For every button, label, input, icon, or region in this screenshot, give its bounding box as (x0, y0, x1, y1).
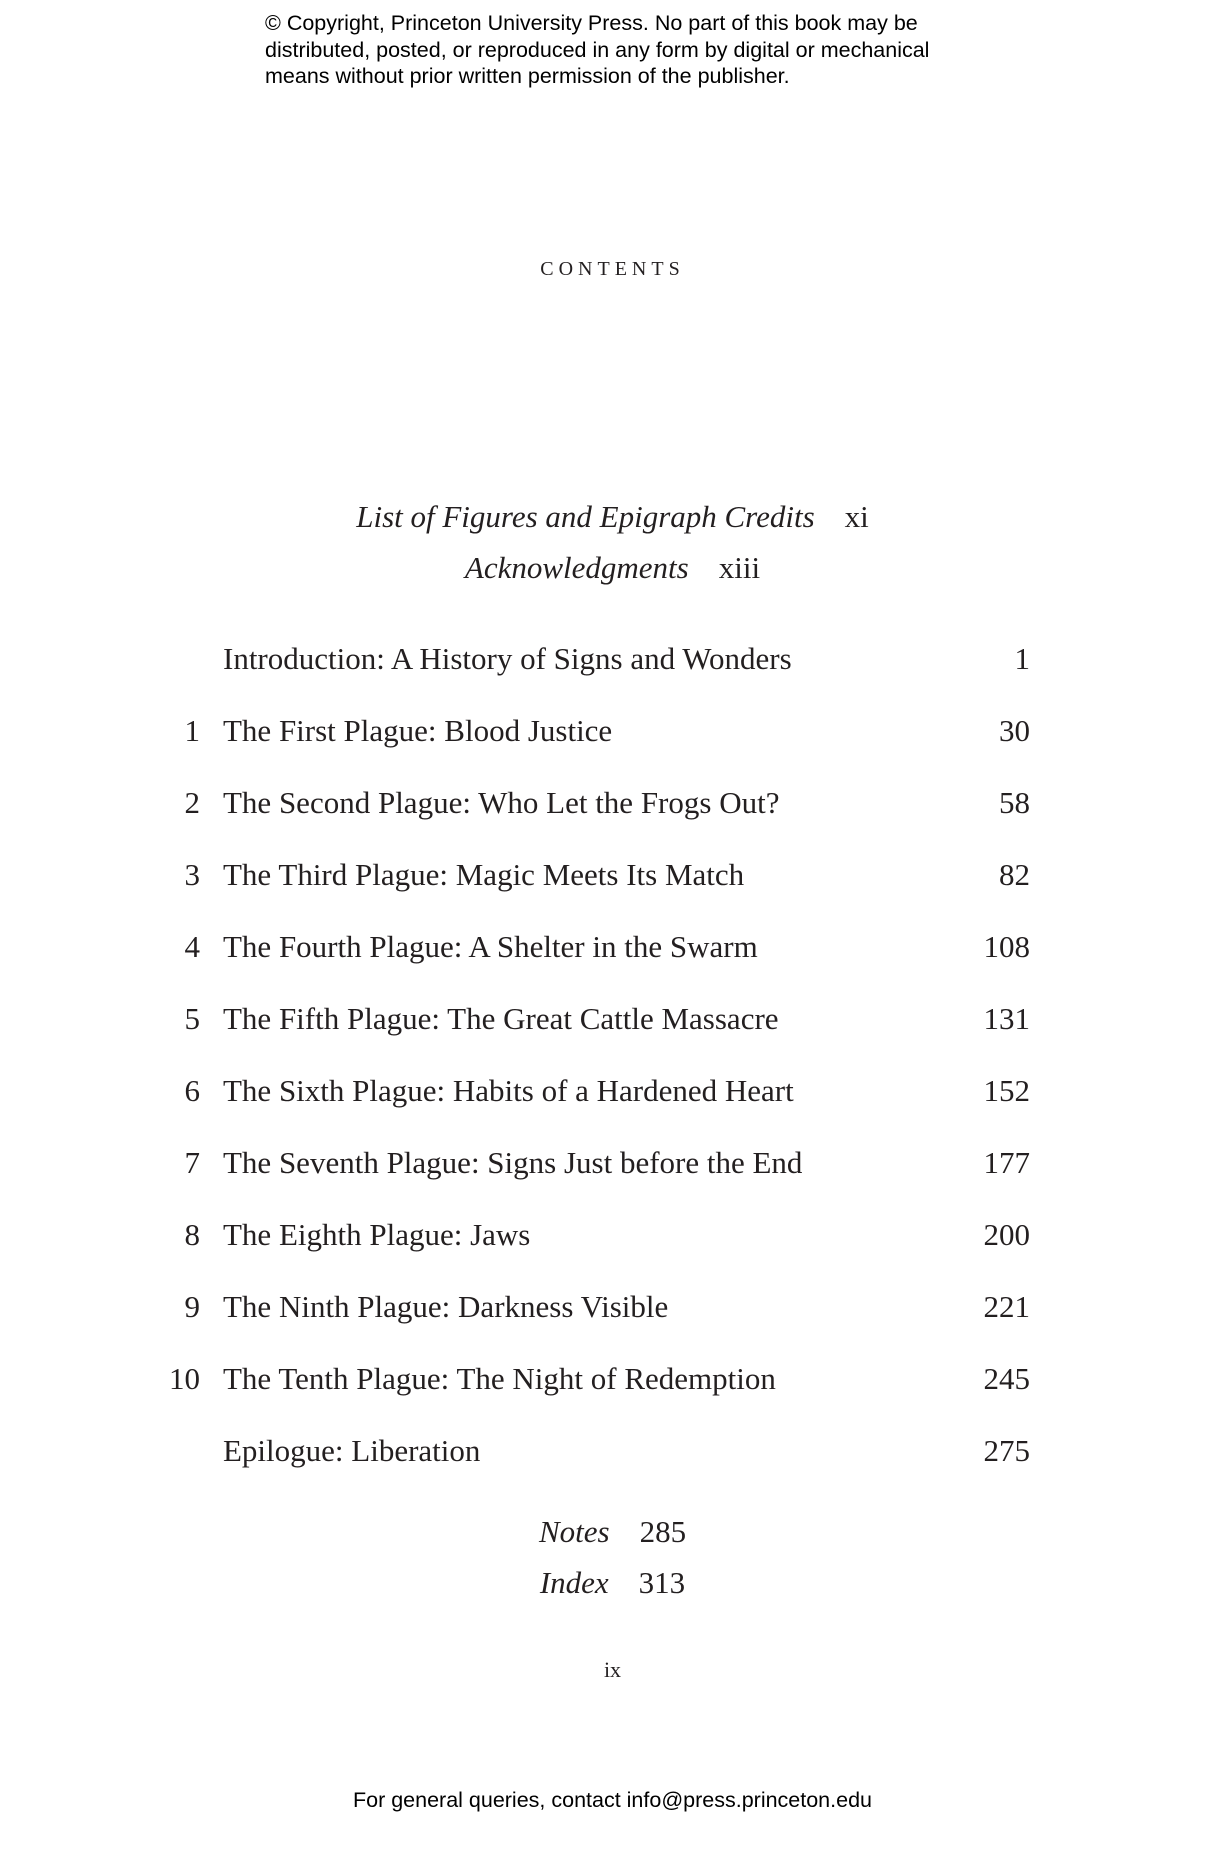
entry-title: Notes (538, 1514, 610, 1549)
chapter-title: The Third Plague: Magic Meets Its Match (223, 857, 745, 892)
chapter-title: The Seventh Plague: Signs Just before the End (223, 1145, 803, 1180)
chapter-title: The Eighth Plague: Jaws (223, 1217, 531, 1252)
chapter-number: 7 (184, 1145, 200, 1180)
toc-row[interactable] (0, 1069, 1225, 1113)
entry-page: xiii (718, 550, 761, 585)
copyright-line-3: means without prior written permission of the publisher. (265, 64, 790, 88)
back-matter-entry[interactable] (0, 1563, 1225, 1603)
chapter-title: Epilogue: Liberation (223, 1433, 481, 1468)
chapter-page: 152 (983, 1073, 1030, 1108)
chapter-number: 5 (184, 1001, 200, 1036)
chapter-page: 245 (983, 1361, 1030, 1396)
copyright-line-1: © Copyright, Princeton University Press. No part of this book may be (265, 11, 918, 35)
chapter-title: The Fifth Plague: The Great Cattle Massacre (223, 1001, 779, 1036)
toc-row[interactable] (0, 1141, 1225, 1185)
chapter-page: 30 (999, 713, 1030, 748)
entry-page: 285 (639, 1514, 687, 1549)
chapter-page: 177 (983, 1145, 1030, 1180)
toc-row[interactable] (0, 637, 1225, 681)
entry-title: Index (539, 1565, 609, 1600)
chapter-title: The Fourth Plague: A Shelter in the Swarm (223, 929, 758, 964)
copyright-line-2: distributed, posted, or reproduced in any form by digital or mechanical (265, 37, 930, 62)
chapter-title: Introduction: A History of Signs and Wonders (223, 641, 792, 676)
toc-row[interactable] (0, 925, 1225, 969)
chapter-page: 221 (983, 1289, 1030, 1324)
chapter-number: 8 (184, 1217, 200, 1252)
chapter-number: 1 (184, 713, 200, 748)
chapter-number: 3 (184, 857, 200, 892)
chapter-page: 58 (999, 785, 1030, 820)
front-matter-entry[interactable] (0, 497, 1225, 537)
contents-heading: contents (540, 250, 685, 282)
toc-row[interactable] (0, 997, 1225, 1041)
front-matter-entry[interactable] (0, 548, 1225, 588)
footer-contact: For general queries, contact info@press.princeton.edu (352, 1788, 872, 1812)
page-folio: ix (603, 1657, 622, 1682)
entry-title: List of Figures and Epigraph Credits (356, 499, 815, 534)
chapter-page: 275 (983, 1433, 1030, 1468)
entry-page: 313 (638, 1565, 686, 1600)
entry-page: xi (844, 499, 869, 534)
chapter-number: 9 (184, 1289, 200, 1324)
toc-row[interactable] (0, 1213, 1225, 1257)
toc-row[interactable] (0, 853, 1225, 897)
chapter-title: The Second Plague: Who Let the Frogs Out? (223, 785, 780, 820)
chapter-number: 2 (184, 785, 200, 820)
toc-row[interactable] (0, 1429, 1225, 1473)
toc-row[interactable] (0, 781, 1225, 825)
chapter-page: 200 (983, 1217, 1030, 1252)
chapter-title: The Ninth Plague: Darkness Visible (223, 1289, 669, 1324)
toc-row[interactable] (0, 709, 1225, 753)
back-matter-entry[interactable] (0, 1512, 1225, 1552)
copyright-notice (265, 10, 1025, 90)
chapter-page: 82 (999, 857, 1030, 892)
toc-row[interactable] (0, 1285, 1225, 1329)
entry-title: Acknowledgments (464, 550, 689, 585)
chapter-number: 6 (184, 1073, 200, 1108)
chapter-page: 131 (983, 1001, 1030, 1036)
chapter-page: 1 (1014, 641, 1030, 676)
chapter-title: The Sixth Plague: Habits of a Hardened Heart (223, 1073, 794, 1108)
chapter-number: 4 (184, 929, 200, 964)
chapter-number: 10 (169, 1361, 200, 1396)
chapter-title: The Tenth Plague: The Night of Redemption (223, 1361, 776, 1396)
chapter-page: 108 (983, 929, 1030, 964)
toc-row[interactable] (0, 1357, 1225, 1401)
chapter-title: The First Plague: Blood Justice (223, 713, 613, 748)
